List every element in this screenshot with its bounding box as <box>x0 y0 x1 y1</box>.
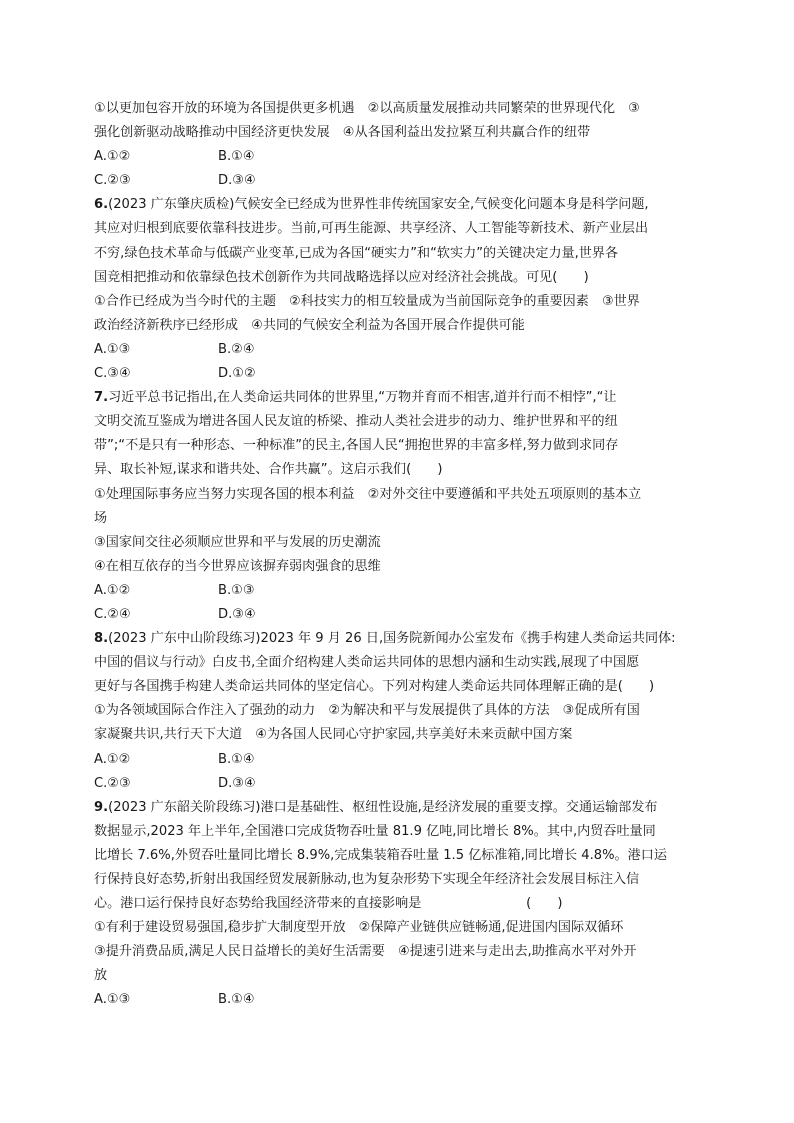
q8-number: 8. <box>94 631 109 647</box>
q6-number: 6. <box>94 197 109 213</box>
q6-line: 国竞相把推动和依靠绿色技术创新作为共同战略选择以应对经济社会挑战。可见( ) <box>94 269 589 285</box>
q5-line: 强化创新驱动战略推动中国经济更快发展 ④从各国利益出发拉紧互利共赢合作的纽带 <box>94 125 591 141</box>
q7-line: 场 <box>94 510 108 526</box>
q5-options-row <box>94 145 706 169</box>
q7-options-row <box>94 579 706 603</box>
q6-option-a: A.①③ <box>94 341 131 357</box>
q6-line: 不穷,绿色技术革命与低碳产业变革,已成为各国“硬实力”和“软实力”的关键决定力量,世界各 <box>94 245 619 261</box>
exam-page <box>94 97 706 1013</box>
q7-option-c: C.②④ <box>94 606 131 622</box>
q9-number: 9. <box>94 799 109 815</box>
q9-line: 心。港口运行保持良好态势给我国经济带来的直接影响是 ( ) <box>94 896 563 912</box>
q9-line: ③提升消费品质,满足人民日益增长的美好生活需要 ④提速引进来与走出去,助推高水平对外开 <box>94 944 637 960</box>
q9-text: (2023 广东韶关阶段练习)港口是基础性、枢纽性设施,是经济发展的重要支撑。交通运输部发布 <box>108 799 658 815</box>
q8-option-c: C.②③ <box>94 775 131 791</box>
q7-line: 异、取长补短,谋求和谐共处、合作共赢”。这启示我们( ) <box>94 462 443 478</box>
q9-line: 数据显示,2023 年上半年,全国港口完成货物吞吐量 81.9 亿吨,同比增长 8%。其中,内贸吞吐量同 <box>94 823 656 839</box>
q9-line: 放 <box>94 968 108 984</box>
q6-options-row <box>94 338 706 362</box>
q5-option-b: B.①④ <box>218 149 255 165</box>
q9-option-b: B.①④ <box>218 992 255 1008</box>
q9-line: 行保持良好态势,折射出我国经贸发展新脉动,也为复杂形势下实现全年经济社会发展目标注入信 <box>94 872 640 887</box>
q6-line: ①合作已经成为当今时代的主题 ②科技实力的相互较量成为当前国际竞争的重要因素 ③世界 <box>94 293 640 309</box>
q8-option-d: D.③④ <box>218 775 256 791</box>
q9-options-row <box>94 988 706 1012</box>
q7-line: 带”;“不是只有一种形态、一种标准”的民主,各国人民“拥抱世界的丰富多样,努力做到求同存 <box>94 438 619 454</box>
q9-line: ①有利于建设贸易强国,稳步扩大制度型开放 ②保障产业链供应链畅通,促进国内国际双循环 <box>94 920 624 936</box>
q8-option-a: A.①② <box>94 751 131 767</box>
q6-line <box>94 193 706 217</box>
q6-option-c: C.③④ <box>94 366 131 382</box>
q7-option-a: A.①② <box>94 582 131 598</box>
q8-line: 更好与各国携手构建人类命运共同体的坚定信心。下列对构建人类命运共同体理解正确的是( ) <box>94 679 655 695</box>
q6-line: 政治经济新秩序已经形成 ④共同的气候安全利益为各国开展合作提供可能 <box>94 317 525 333</box>
q7-option-b: B.①③ <box>218 582 255 598</box>
q6-line: 其应对归根到底要依靠科技进步。当前,可再生能源、共享经济、人工智能等新技术、新产业层出 <box>94 221 649 237</box>
q8-line: 家凝聚共识,共行天下大道 ④为各国人民同心守护家园,共享美好未来贡献中国方案 <box>94 727 573 743</box>
q8-text: (2023 广东中山阶段练习)2023 年 9 月 26 日,国务院新闻办公室发布《携手构建人类命运共同体: <box>108 631 676 647</box>
q7-line <box>94 386 706 410</box>
q5-line: ①以更加包容开放的环境为各国提供更多机遇 ②以高质量发展推动共同繁荣的世界现代化 ③ <box>94 101 640 116</box>
q8-line: 中国的倡议与行动》白皮书,全面介绍构建人类命运共同体的思想内涵和生动实践,展现了中国愿 <box>94 655 640 671</box>
q7-options-row <box>94 603 706 627</box>
q8-option-b: B.①④ <box>218 751 255 767</box>
q7-line: 文明交流互鉴成为增进各国人民友谊的桥梁、推动人类社会进步的动力、维护世界和平的纽 <box>94 414 618 430</box>
q9-line <box>94 796 706 820</box>
q7-line: ④在相互依存的当今世界应该摒弃弱肉强食的思维 <box>94 558 381 574</box>
q5-option-c: C.②③ <box>94 173 131 189</box>
q6-options-row <box>94 362 706 386</box>
q7-number: 7. <box>94 390 109 406</box>
q8-options-row <box>94 748 706 772</box>
q6-option-d: D.①② <box>218 366 256 382</box>
q8-line: ①为各领域国际合作注入了强劲的动力 ②为解决和平与发展提供了具体的方法 ③促成所有国 <box>94 703 640 719</box>
q8-line <box>94 627 706 651</box>
q5-option-d: D.③④ <box>218 173 256 189</box>
q5-option-a: A.①② <box>94 149 131 165</box>
q9-line: 比增长 7.6%,外贸吞吐量同比增长 8.9%,完成集装箱吞吐量 1.5 亿标准箱,同比增长 4.8%。港口运 <box>94 847 667 863</box>
q8-options-row <box>94 772 706 796</box>
q6-text: (2023 广东肇庆质检)气候安全已经成为世界性非传统国家安全,气候变化问题本身是科学问题, <box>108 197 649 213</box>
q7-line: ①处理国际事务应当努力实现各国的根本利益 ②对外交往中要遵循和平共处五项原则的基本立 <box>94 486 642 502</box>
q7-option-d: D.③④ <box>218 606 256 622</box>
q5-options-row <box>94 169 706 193</box>
q7-line: ③国家间交往必须顺应世界和平与发展的历史潮流 <box>94 534 381 550</box>
q6-option-b: B.②④ <box>218 341 255 357</box>
q7-text: 习近平总书记指出,在人类命运共同体的世界里,“万物并育而不相害,道并行而不相悖”,“让 <box>108 390 617 406</box>
q9-option-a: A.①③ <box>94 992 131 1008</box>
